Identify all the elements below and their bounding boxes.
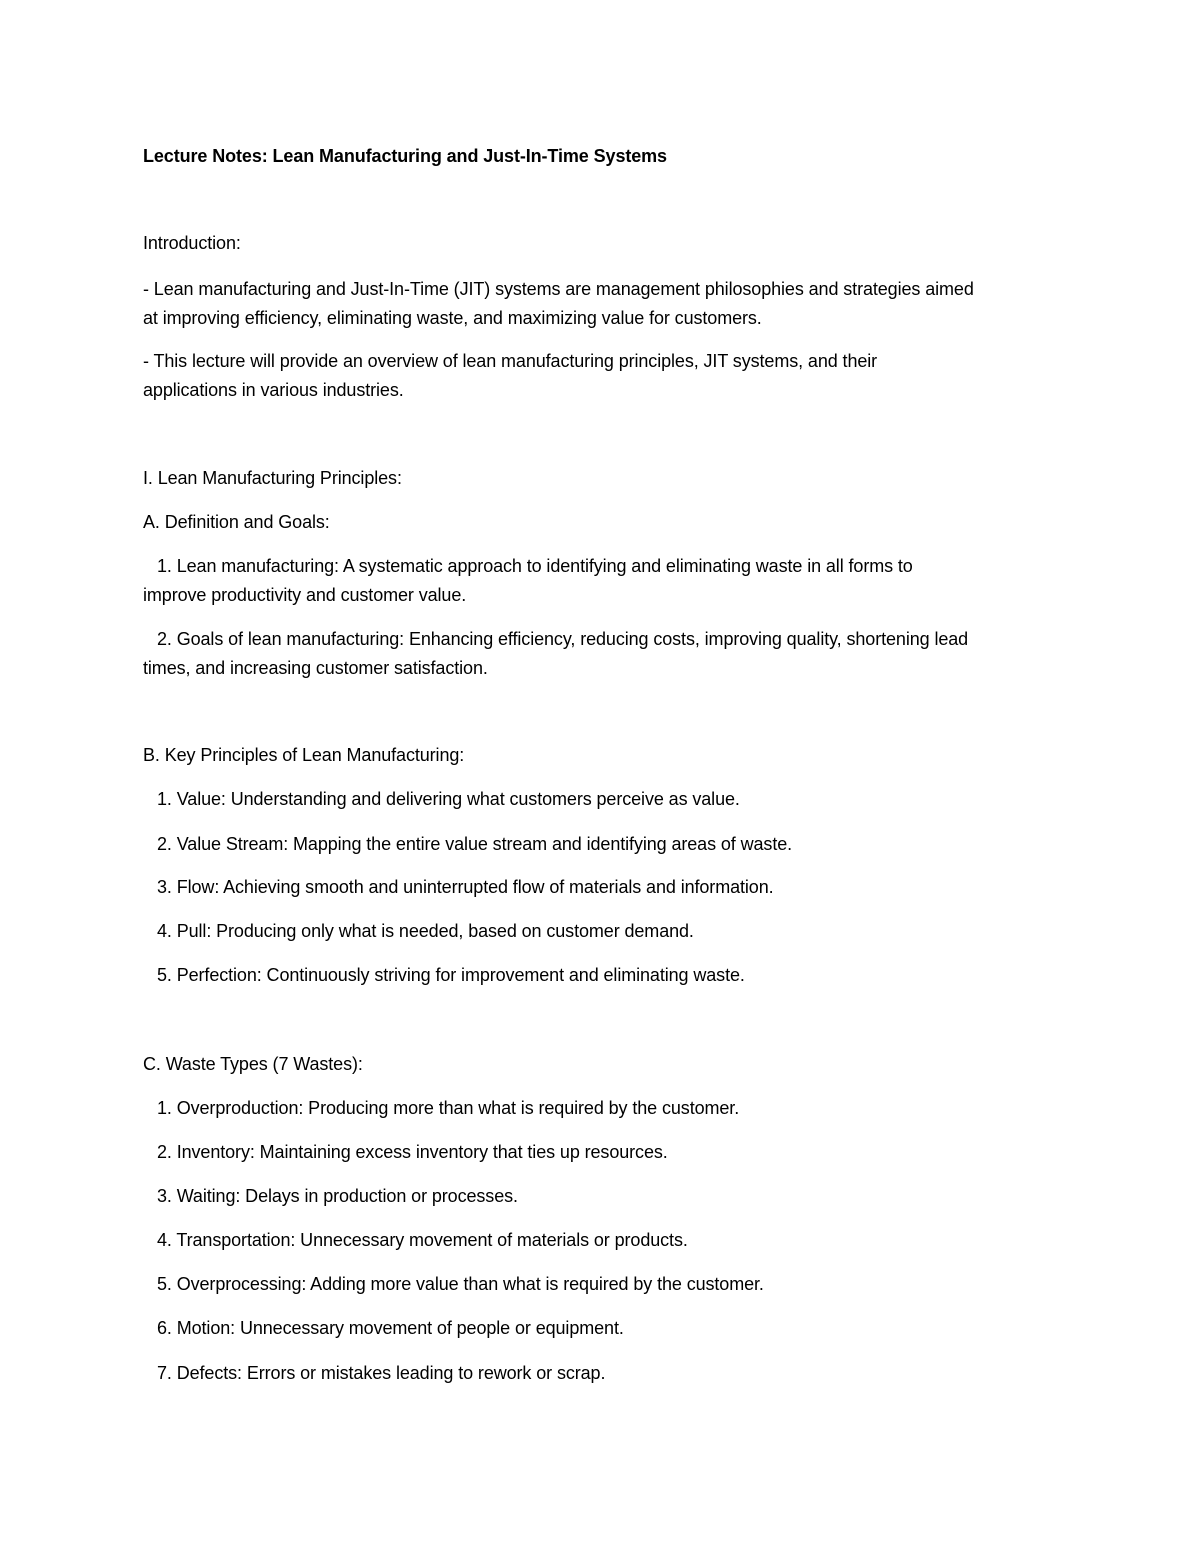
section-b-item-5: 5. Perfection: Continuously striving for improvement and eliminating waste. <box>157 965 745 985</box>
section-b-item-2: 2. Value Stream: Mapping the entire value stream and identifying areas of waste. <box>157 834 793 854</box>
section-a-heading: A. Definition and Goals: <box>143 512 330 532</box>
intro-paragraph-1-line-1: - Lean manufacturing and Just-In-Time (JIT) systems are management philosophies and strategies aimed <box>143 279 974 299</box>
section-a-item-1-line-1: 1. Lean manufacturing: A systematic approach to identifying and eliminating waste in all forms to <box>157 556 913 576</box>
section-c-item-3: 3. Waiting: Delays in production or processes. <box>157 1186 518 1206</box>
section-b-item-1: 1. Value: Understanding and delivering what customers perceive as value. <box>157 789 740 809</box>
section-b-item-4: 4. Pull: Producing only what is needed, based on customer demand. <box>157 921 694 941</box>
section-c-item-7: 7. Defects: Errors or mistakes leading to rework or scrap. <box>157 1363 606 1383</box>
intro-paragraph-2-line-2: applications in various industries. <box>143 380 404 400</box>
section-c-item-1: 1. Overproduction: Producing more than what is required by the customer. <box>157 1098 740 1118</box>
section-c-item-5: 5. Overprocessing: Adding more value than what is required by the customer. <box>157 1274 764 1294</box>
section-a-item-1-line-2: improve productivity and customer value. <box>143 585 467 605</box>
section-1-heading: I. Lean Manufacturing Principles: <box>143 468 402 488</box>
section-b-heading: B. Key Principles of Lean Manufacturing: <box>143 745 465 765</box>
section-c-heading: C. Waste Types (7 Wastes): <box>143 1054 363 1074</box>
section-a-item-2-line-2: times, and increasing customer satisfaction. <box>143 658 488 678</box>
intro-paragraph-1-line-2: at improving efficiency, eliminating waste, and maximizing value for customers. <box>143 308 762 328</box>
document-title: Lecture Notes: Lean Manufacturing and Just-In-Time Systems <box>143 146 667 166</box>
section-c-item-4: 4. Transportation: Unnecessary movement of materials or products. <box>157 1230 688 1250</box>
intro-paragraph-2-line-1: - This lecture will provide an overview of lean manufacturing principles, JIT systems, and their <box>143 351 878 371</box>
section-c-item-2: 2. Inventory: Maintaining excess inventory that ties up resources. <box>157 1142 668 1162</box>
section-c-item-6: 6. Motion: Unnecessary movement of people or equipment. <box>157 1318 624 1338</box>
intro-heading: Introduction: <box>143 233 241 253</box>
section-b-item-3: 3. Flow: Achieving smooth and uninterrupted flow of materials and information. <box>157 877 774 897</box>
section-a-item-2-line-1: 2. Goals of lean manufacturing: Enhancing efficiency, reducing costs, improving quality, shortening lead <box>157 629 969 649</box>
